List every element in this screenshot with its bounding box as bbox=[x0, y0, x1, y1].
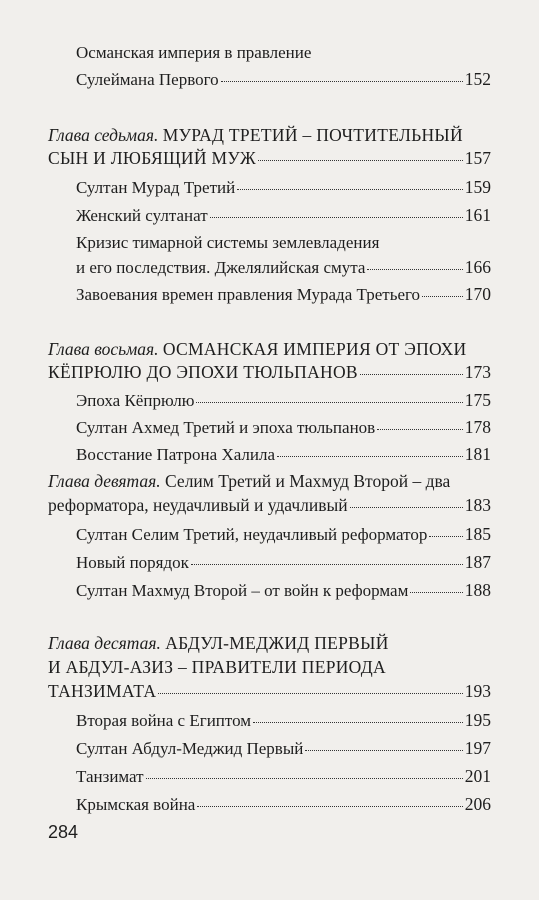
toc-leader-dots bbox=[429, 535, 462, 537]
toc-entry bbox=[76, 765, 491, 788]
toc-entry bbox=[76, 523, 491, 546]
toc-entry-title: Султан Махмуд Второй – от войн к реформам bbox=[76, 581, 409, 600]
toc-page-number: 170 bbox=[464, 284, 491, 304]
chapter-title: И АБДУЛ-АЗИЗ – ПРАВИТЕЛИ ПЕРИОДА bbox=[48, 657, 386, 677]
toc-page-number: 188 bbox=[464, 580, 491, 600]
toc-entry bbox=[48, 680, 491, 702]
toc-page-number: 178 bbox=[464, 417, 491, 437]
toc-leader-dots bbox=[221, 80, 463, 82]
toc-page-number: 173 bbox=[464, 362, 491, 382]
toc-entry bbox=[76, 389, 491, 412]
toc-entry bbox=[76, 793, 491, 816]
toc-entry bbox=[76, 283, 491, 306]
toc-entry bbox=[76, 204, 491, 227]
chapter-heading bbox=[48, 470, 450, 492]
toc-leader-dots bbox=[146, 777, 463, 779]
chapter-heading bbox=[48, 632, 389, 654]
toc-entry-title: Эпоха Кёпрюлю bbox=[76, 391, 195, 410]
toc-entry-title: Новый порядок bbox=[76, 553, 189, 572]
toc-entry-title: Султан Абдул-Меджид Первый bbox=[76, 739, 304, 758]
toc-leader-dots bbox=[305, 749, 462, 751]
toc-entry-title: Крымская война bbox=[76, 795, 196, 814]
chapter-label: Глава десятая. bbox=[48, 633, 161, 653]
toc-leader-dots bbox=[277, 455, 463, 457]
chapter-title: ТАНЗИМАТА bbox=[48, 681, 157, 701]
toc-leader-dots bbox=[237, 188, 463, 190]
toc-entry-title: Султан Мурад Третий bbox=[76, 178, 236, 197]
chapter-heading bbox=[48, 656, 386, 678]
toc-entry-text: Кризис тимарной системы землевладения bbox=[76, 233, 380, 252]
toc-leader-dots bbox=[191, 563, 463, 565]
toc-page-number: 175 bbox=[464, 390, 491, 410]
chapter-title: КЁПРЮЛЮ ДО ЭПОХИ ТЮЛЬПАНОВ bbox=[48, 362, 358, 382]
toc-page-number: 181 bbox=[464, 444, 491, 464]
chapter-heading bbox=[48, 124, 463, 146]
chapter-title: МУРАД ТРЕТИЙ – ПОЧТИТЕЛЬНЫЙ bbox=[162, 125, 463, 145]
toc-page-number: 201 bbox=[464, 766, 491, 786]
chapter-label: Глава седьмая. bbox=[48, 125, 159, 145]
toc-page-number: 197 bbox=[464, 738, 491, 758]
toc-leader-dots bbox=[410, 591, 462, 593]
chapter-title: Селим Третий и Махмуд Второй – два bbox=[165, 471, 451, 491]
toc-page-number: 166 bbox=[464, 257, 491, 277]
toc-entry-title: Султан Селим Третий, неудачливый реформатор bbox=[76, 525, 428, 544]
toc-entry bbox=[76, 709, 491, 732]
toc-page-number: 206 bbox=[464, 794, 491, 814]
toc-leader-dots bbox=[196, 401, 462, 403]
toc-entry-title: Сулеймана Первого bbox=[76, 70, 219, 89]
toc-entry bbox=[48, 147, 491, 169]
toc-leader-dots bbox=[377, 428, 463, 430]
toc-entry bbox=[76, 416, 491, 439]
toc-page-number: 152 bbox=[464, 69, 491, 89]
toc-page-number: 185 bbox=[464, 524, 491, 544]
chapter-heading bbox=[48, 338, 466, 360]
toc-entry-title: Танзимат bbox=[76, 767, 144, 786]
toc-leader-dots bbox=[422, 295, 463, 297]
page-number: 284 bbox=[48, 822, 79, 842]
toc-leader-dots bbox=[367, 268, 462, 270]
toc-leader-dots bbox=[258, 159, 463, 161]
toc-page-number: 159 bbox=[464, 177, 491, 197]
toc-leader-dots bbox=[158, 692, 462, 694]
chapter-title: ОСМАНСКАЯ ИМПЕРИЯ ОТ ЭПОХИ bbox=[162, 339, 467, 359]
toc-leader-dots bbox=[360, 373, 463, 375]
toc-entry bbox=[76, 176, 491, 199]
toc-entry bbox=[48, 494, 491, 516]
toc-page-number: 161 bbox=[464, 205, 491, 225]
toc-entry bbox=[76, 68, 491, 91]
chapter-label: Глава восьмая. bbox=[48, 339, 159, 359]
toc-entry-title: Восстание Патрона Халила bbox=[76, 445, 276, 464]
toc-entry bbox=[76, 256, 491, 279]
toc-page-number: 195 bbox=[464, 710, 491, 730]
toc-entry bbox=[76, 443, 491, 466]
chapter-title: АБДУЛ-МЕДЖИД ПЕРВЫЙ bbox=[165, 633, 389, 653]
toc-page-number: 193 bbox=[464, 681, 491, 701]
toc-entry bbox=[76, 579, 491, 602]
toc-leader-dots bbox=[210, 216, 463, 218]
toc-page-number: 183 bbox=[464, 495, 491, 515]
toc-entry-title: Султан Ахмед Третий и эпоха тюльпанов bbox=[76, 418, 376, 437]
toc-entry bbox=[76, 551, 491, 574]
toc-leader-dots bbox=[197, 805, 462, 807]
chapter-title: СЫН И ЛЮБЯЩИЙ МУЖ bbox=[48, 148, 256, 168]
toc-entry-title: Женский султанат bbox=[76, 206, 208, 225]
toc-entry-title: и его последствия. Джелялийская смута bbox=[76, 258, 366, 277]
toc-entry-title: Вторая война с Египтом bbox=[76, 711, 252, 730]
toc-entry-text: Османская империя в правление bbox=[76, 43, 312, 62]
chapter-label: Глава девятая. bbox=[48, 471, 161, 491]
toc-entry-title: Завоевания времен правления Мурада Третьего bbox=[76, 285, 421, 304]
toc-entry bbox=[48, 361, 491, 383]
toc-entry bbox=[76, 737, 491, 760]
toc-leader-dots bbox=[350, 506, 463, 508]
toc-page-number: 187 bbox=[464, 552, 491, 572]
toc-page-number: 157 bbox=[464, 148, 491, 168]
toc-leader-dots bbox=[253, 721, 463, 723]
chapter-title: реформатора, неудачливый и удачливый bbox=[48, 495, 348, 515]
